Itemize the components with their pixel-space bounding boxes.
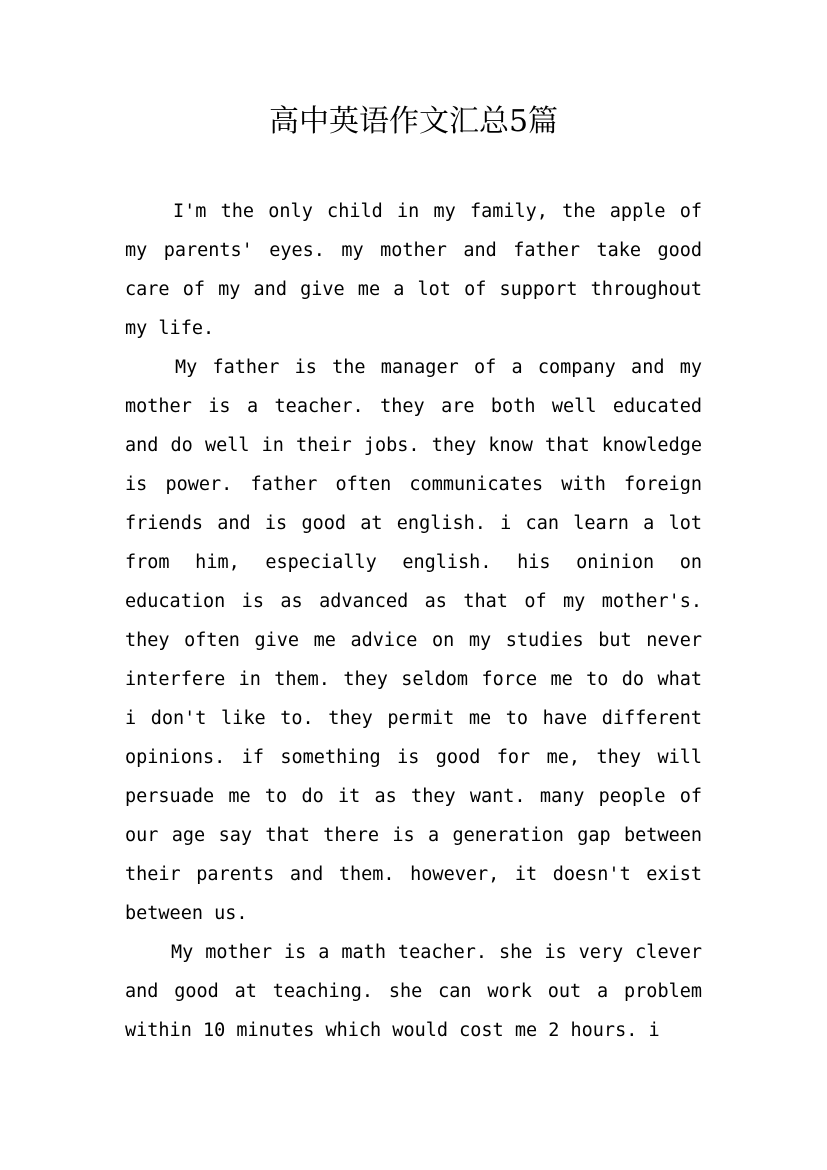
document-body (125, 192, 702, 1050)
paragraph-2: My father is the manager of a company and my mother is a teacher. they are both well educated and do well in their jobs. they know that knowledge is power. father often communicates with foreign friends and is good at english. i can learn a lot from him, especially english. his oninion on education is as advanced as that of my mother's. they often give me advice on my studies but never interfere in them. they seldom force me to do what i don't like to. they permit me to have different opinions. if something is good for me, they will persuade me to do it as they want. many people of our age say that there is a generation gap between their parents and them. however, it doesn't exist between us. (125, 357, 702, 924)
paragraph-1: I'm the only child in my family, the apple of my parents' eyes. my mother and father take good care of my and give me a lot of support throughout my life. (125, 201, 702, 339)
document-title: 高中英语作文汇总5篇 (268, 104, 559, 139)
paragraph-3: My mother is a math teacher. she is very clever and good at teaching. she can work out a problem within 10 minutes which would cost me 2 hours. i (125, 942, 702, 1041)
